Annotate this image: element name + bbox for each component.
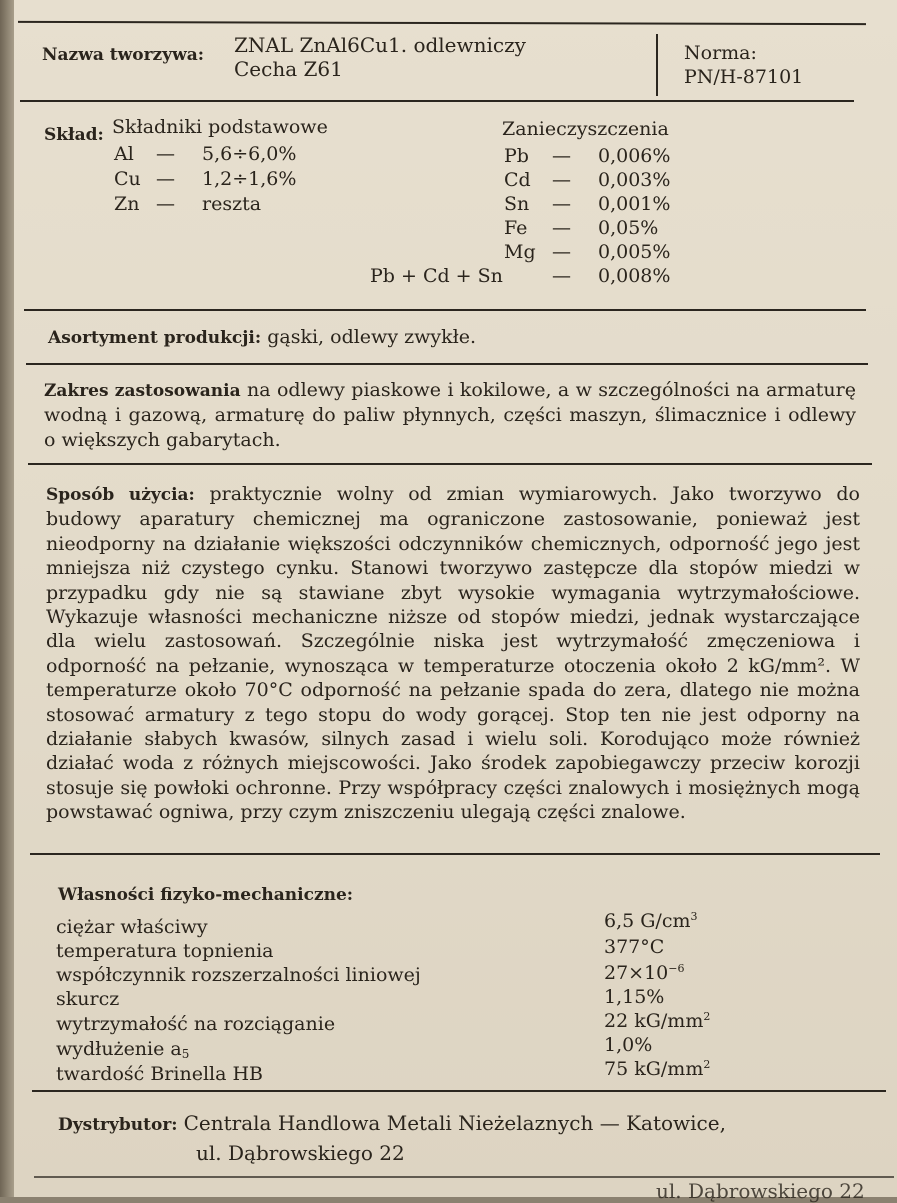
property-value: 1,0% [604, 1034, 653, 1056]
page-edge-shadow [0, 0, 14, 1197]
base-dash: — [156, 168, 175, 190]
header-bottom-rule [20, 100, 854, 102]
impurity-el: Mg [504, 241, 536, 263]
properties-title: Własności fizyko-mechaniczne: [58, 885, 354, 905]
composition-label: Skład: [44, 125, 104, 145]
base-val: reszta [202, 193, 262, 215]
property-name: skurcz [56, 988, 120, 1010]
distributor-label: Dystrybutor: [58, 1115, 178, 1135]
impurity-el: Sn [504, 193, 530, 215]
properties-bottom-rule [32, 1090, 886, 1092]
base-dash: — [156, 193, 175, 215]
usage-bottom-rule [30, 853, 880, 855]
property-name: ciężar właściwy [56, 916, 208, 938]
material-grade: Cecha Z61 [234, 57, 343, 81]
impurity-dash: — [552, 145, 571, 167]
distributor-name: Centrala Handlowa Metali Nieżelaznych — Katowice, [183, 1111, 726, 1135]
impurity-val: 0,001% [598, 193, 671, 215]
assortment-text: gąski, odlewy zwykłe. [267, 326, 477, 348]
property-name: twardość Brinella HB [56, 1063, 263, 1085]
base-components-title: Składniki podstawowe [112, 116, 328, 138]
base-val: 1,2÷1,6% [202, 168, 297, 190]
property-name: wydłużenie $a_5$ [56, 1038, 190, 1061]
norm-value: PN/H-87101 [684, 66, 804, 88]
impurity-dash: — [552, 241, 571, 263]
property-value: 22 $kG/mm^2$ [604, 1010, 711, 1032]
material-name-label: Nazwa tworzywa: [42, 45, 205, 65]
scope-label: Zakres zastosowania [44, 381, 241, 401]
base-dash: — [156, 143, 175, 165]
material-name: ZNAL ZnAl6Cu1. odlewniczy [234, 33, 526, 57]
scope-paragraph [44, 378, 856, 452]
impurity-val: 0,008% [598, 265, 671, 287]
property-value: 6,5 $G/cm^3$ [604, 910, 698, 932]
base-el: Zn [114, 193, 140, 215]
property-name: współczynnik rozszerzalności liniowej [56, 964, 421, 986]
impurity-dash: — [552, 217, 571, 239]
impurity-val: 0,003% [598, 169, 671, 191]
property-value: 1,15% [604, 986, 665, 1008]
usage-paragraph [46, 482, 860, 825]
usage-text: praktycznie wolny od zmian wymiarowych. Jako tworzywo do budowy aparatury chemicznej ma ograniczone zastosowanie, ponieważ jest nieodporny na działanie większości odczynników chemicznych, odporność jego jest mniejsza niż czystego cynku. Stanowi tworzywo zastępcze dla stopów miedzi w przypadku gdy nie są stawiane zbyt wysokie wymagania wytrzymałościowe. Wykazuje własności mechaniczne niższe od stopów miedzi, jednak wystarczające dla wielu zastosowań. Szczególnie niska jest wytrzymałość zmęczeniowa i odporność na pełzanie, wynosząca w temperaturze otoczenia około 2 kG/mm². W temperaturze około 70°C odporność na pełzanie spada do zera, dlatego nie można stosować armatury z tego stopu do wody gorącej. Stop ten nie jest odporny na działanie słabych kwasów, silnych zasad i wielu soli. Korodująco może również działać woda z różnych miejscowości. Jako środek zapobiegawczy przeciw korozji stosuje się powłoki ochronne. Przy współpracy części znalowych i mosiężnych mogą powstawać ogniwa, przy czym zniszczeniu ulegają części znalowe. [46, 483, 860, 824]
impurity-dash: — [552, 265, 571, 287]
impurity-dash: — [552, 169, 571, 191]
scope-bottom-rule [28, 463, 872, 465]
impurity-el: Fe [504, 217, 528, 239]
composition-bottom-rule [24, 309, 866, 311]
norm-label: Norma: [684, 42, 757, 64]
scope-text: na odlewy piaskowe i kokilowe, a w szczególności na armaturę wodną i gazową, armaturę do paliw płynnych, części maszyn, ślimacznice i odlewy o większych gabarytach. [44, 379, 856, 451]
distributor-line [58, 1112, 726, 1136]
next-page-rule [34, 1176, 894, 1178]
property-value: 75 $kG/mm^2$ [604, 1058, 711, 1080]
base-el: Cu [114, 168, 141, 190]
distributor-address: ul. Dąbrowskiego 22 [196, 1141, 405, 1165]
property-value: $27\times 10^{-6}$ [604, 962, 685, 984]
impurity-val: 0,005% [598, 241, 671, 263]
next-page-fragment: ul. Dąbrowskiego 22 [656, 1179, 865, 1203]
impurity-val: 0,05% [598, 217, 659, 239]
property-name: wytrzymałość na rozciąganie [56, 1013, 336, 1035]
top-rule [18, 21, 866, 25]
impurity-el: Cd [504, 169, 531, 191]
header-divider [656, 34, 658, 96]
impurity-el: Pb [504, 145, 529, 167]
impurity-dash: — [552, 193, 571, 215]
assortment-line [48, 326, 476, 349]
assortment-bottom-rule [26, 363, 868, 365]
impurities-title: Zanieczyszczenia [502, 118, 669, 140]
impurity-el: Pb + Cd + Sn [370, 265, 503, 287]
assortment-label: Asortyment produkcji: [48, 328, 262, 348]
base-el: Al [114, 143, 134, 165]
property-name: temperatura topnienia [56, 940, 274, 962]
usage-label: Sposób użycia: [46, 485, 195, 505]
property-value: 377°C [604, 936, 665, 958]
base-val: 5,6÷6,0% [202, 143, 297, 165]
impurity-val: 0,006% [598, 145, 671, 167]
